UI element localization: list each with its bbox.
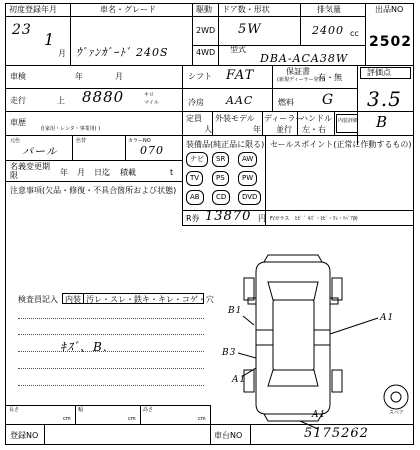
score-value: 3.5 [367,87,402,111]
dealer-value: 並行 [276,125,292,134]
color-label: 色替 [76,138,87,144]
warranty-label: 保証書 [286,67,310,76]
inspector-note: ｷｽﾞ、B. [60,340,108,354]
interior-label: 内装評価 [338,118,359,124]
drive-2wd: 2WD [196,26,216,35]
rkey-label: R券 [186,214,200,223]
capacity-unit: 人 [204,125,212,134]
equipment-item-sr: SR [212,152,229,167]
diagram-mark-b3: B3 [222,348,237,358]
drive-4wd: 4WD [196,48,216,57]
model-type-label: 型式 [230,45,246,54]
score-label: 評価点 [367,68,391,77]
rkey-unit: 円 [258,214,266,223]
height-label: 高さ [143,407,154,413]
fuel-value: G [322,92,335,108]
width-unit: cm [128,416,136,422]
rkey-value: 13870 [205,209,252,224]
interior-value: B [376,113,389,131]
title-transfer-label: 名義変更期限 [10,162,50,180]
equipment-header: 装備品(純正品に限る) [186,140,265,149]
windshield-options: ﾋﾋﾞ ﾞ ｷｽﾞ・ﾋﾋﾞ・ﾜﾚ・ﾘﾍﾟｱ跡 [295,216,358,222]
windshield-label: F/ガラス [270,216,290,222]
equipment-item-カワ: AW [238,152,257,167]
spare-label: スペア [389,410,405,416]
reg-no-label: 登録NO [10,431,39,440]
shift-value: FAT [226,68,255,83]
doors-shape-label: ドア数・形状 [222,5,270,14]
shaken-month: 月 [115,72,123,81]
aircon-label: 冷房 [188,98,204,107]
mileage-unit2: マイル [144,100,159,106]
reg-month-unit: 月 [58,49,66,58]
displacement-unit: cc [350,29,359,38]
equipment-item-ps: PS [212,171,229,186]
first-reg-label: 初度登録年月 [9,5,57,14]
warranty-value: 有・無 [318,73,342,82]
equipment-item-tv: TV [186,171,203,186]
model-change-unit: 年 [253,125,261,134]
shaken-year: 年 [75,72,83,81]
displacement-label: 排気量 [317,5,341,14]
mileage-label: 走行 [10,96,26,105]
listing-no-label: 出品NO [375,5,404,14]
width-label: 幅 [78,407,84,413]
color-no-value: 070 [140,144,164,157]
diagram-mark-a1-rear: A1 [312,410,327,420]
length-label: 長さ [9,407,20,413]
model-name: ｳﾞｧﾝｶﾞｰﾄﾞ 240S [76,46,169,59]
title-transfer-month: 月 [77,168,85,177]
mileage-value: 8880 [82,88,125,106]
history-label: 車歴 [10,118,26,127]
title-transfer-day: 日迄 [94,168,110,177]
displacement-value: 2400 [312,24,344,37]
handle-label: ハンドル [300,114,332,123]
equipment-item-dvd: DVD [238,190,261,205]
diagram-mark-a1-right: A1 [380,313,395,323]
chassis-value: 5175262 [304,426,369,441]
equipment-item-ナビ: ナビ [186,152,208,167]
notes-label: 注意事項(欠品・修復・不具合箇所および状態) [10,186,177,195]
inspector-option-conditions: 汚レ・スレ・鉄キ・キレ・コゲ・穴 [86,295,214,304]
load-label: 積載 [120,168,136,177]
listing-no: 2502 [369,34,412,50]
shaken-label: 車検 [10,72,26,81]
height-unit: cm [198,416,206,422]
load-unit: t [170,168,174,177]
model-type: DBA-ACA38W [260,52,349,65]
model-change-label: 外装モデル [215,114,255,123]
capacity-label: 定員 [186,114,202,123]
history-sub: 自家用・レンタ・事業用( ) [40,126,101,132]
mileage-prefix: 上 [57,96,65,105]
equipment-item-ab: AB [186,190,204,205]
handle-value: 左・右 [302,125,326,134]
car-name-label: 車名・グレード [100,5,156,14]
inspector-option-interior: 内装 [65,295,81,304]
diagram-mark-a1-left: A1 [232,375,247,385]
title-transfer-year: 年 [60,168,68,177]
sheet-frame [5,3,414,445]
original-color-label: 元色 [10,138,21,144]
mileage-unit: キロ [144,92,155,98]
original-color-value: パール [22,145,58,158]
aircon-value: AAC [226,94,254,107]
reg-month: 1 [44,30,56,49]
diagram-mark-b1: B1 [228,306,243,316]
length-unit: cm [63,416,71,422]
doors-value: 5W [238,22,262,37]
color-no-label: カラーNO [128,138,151,144]
sales-point-label: セールスポイント(正常に作動するもの) [270,140,412,149]
chassis-label: 車台NO [214,431,243,440]
equipment-item-pw: PW [238,171,257,186]
inspector-label: 検査員記入 [18,295,58,304]
fuel-label: 燃料 [278,98,294,107]
shift-label: シフト [188,72,212,81]
dealer-label: ディーラー [264,114,304,123]
warranty-sub: (新規ディーラー発行) [277,77,326,83]
reg-year: 23 [12,22,32,38]
drive-label: 駆動 [196,5,212,14]
equipment-item-cd: CD [212,190,230,205]
